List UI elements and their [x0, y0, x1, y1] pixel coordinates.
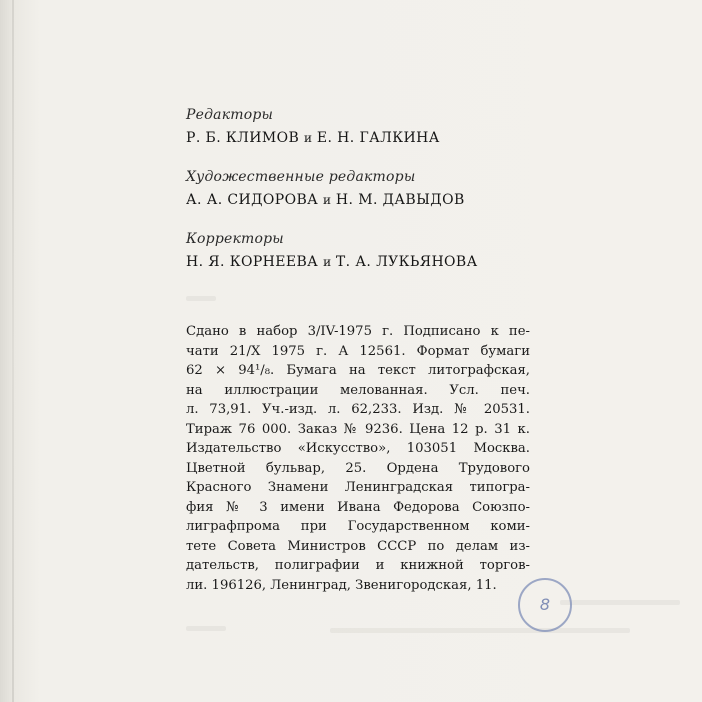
person-name: Н. М. ДАВЫДОВ	[335, 192, 465, 208]
imprint-line: Издательство «Искусство», 103051 Москва.	[186, 441, 530, 456]
show-through-mark	[560, 600, 680, 605]
imprint-line: фия № 3 имени Ивана Федорова Союзпо-	[186, 499, 530, 515]
library-stamp	[518, 578, 572, 632]
page-gutter	[12, 0, 14, 702]
role-label: Художественные редакторы	[186, 169, 416, 185]
show-through-mark	[330, 628, 630, 633]
imprint-line: на иллюстрации мелованная. Усл. печ.	[186, 382, 530, 398]
person-name: Н. Я. КОРНЕЕВА	[186, 254, 319, 270]
show-through-mark	[186, 626, 226, 631]
conjunction: и	[323, 255, 332, 269]
imprint-line: Цветной бульвар, 25. Ордена Трудового	[186, 460, 530, 476]
names-line	[186, 250, 646, 274]
imprint-line: дательств, полиграфии и книжной торгов-	[186, 558, 530, 573]
show-through-mark	[186, 296, 216, 301]
imprint-line: Красного Знамени Ленинградская типогра-	[186, 480, 530, 495]
role-label: Редакторы	[186, 107, 274, 123]
stamp-number: 8	[539, 595, 551, 614]
imprint-line: Тираж 76 000. Заказ № 9236. Цена 12 р. 31 к.	[186, 421, 530, 437]
imprint-line: тете Совета Министров СССР по делам из-	[186, 538, 530, 554]
imprint-line: ли. 196126, Ленинград, Звенигородская, 11.	[186, 577, 497, 593]
person-name: Т. А. ЛУКЬЯНОВА	[335, 254, 478, 270]
person-name: А. А. СИДОРОВА	[186, 192, 319, 208]
person-name: Е. Н. ГАЛКИНА	[316, 130, 440, 146]
conjunction: и	[323, 193, 332, 207]
imprint-line: л. 73,91. Уч.-изд. л. 62,233. Изд. № 20531.	[186, 402, 530, 417]
credits-block	[186, 104, 646, 290]
names-line	[186, 126, 646, 150]
role-label: Корректоры	[186, 231, 284, 247]
credit-proofreaders	[186, 228, 646, 274]
imprint-line: 62 × 94¹/₈. Бумага на текст литографская,	[186, 363, 530, 378]
imprint-line: Сдано в набор 3/IV-1975 г. Подписано к пе-	[186, 324, 530, 339]
conjunction: и	[304, 131, 312, 145]
credit-art-editors	[186, 166, 646, 212]
credit-editors	[186, 104, 646, 150]
imprint-paragraph	[186, 322, 530, 595]
person-name: Р. Б. КЛИМОВ	[186, 130, 300, 146]
imprint-line: лиграфпрома при Государственном коми-	[186, 519, 530, 534]
imprint-line: чати 21/X 1975 г. А 12561. Формат бумаги	[186, 343, 530, 359]
names-line	[186, 188, 646, 212]
